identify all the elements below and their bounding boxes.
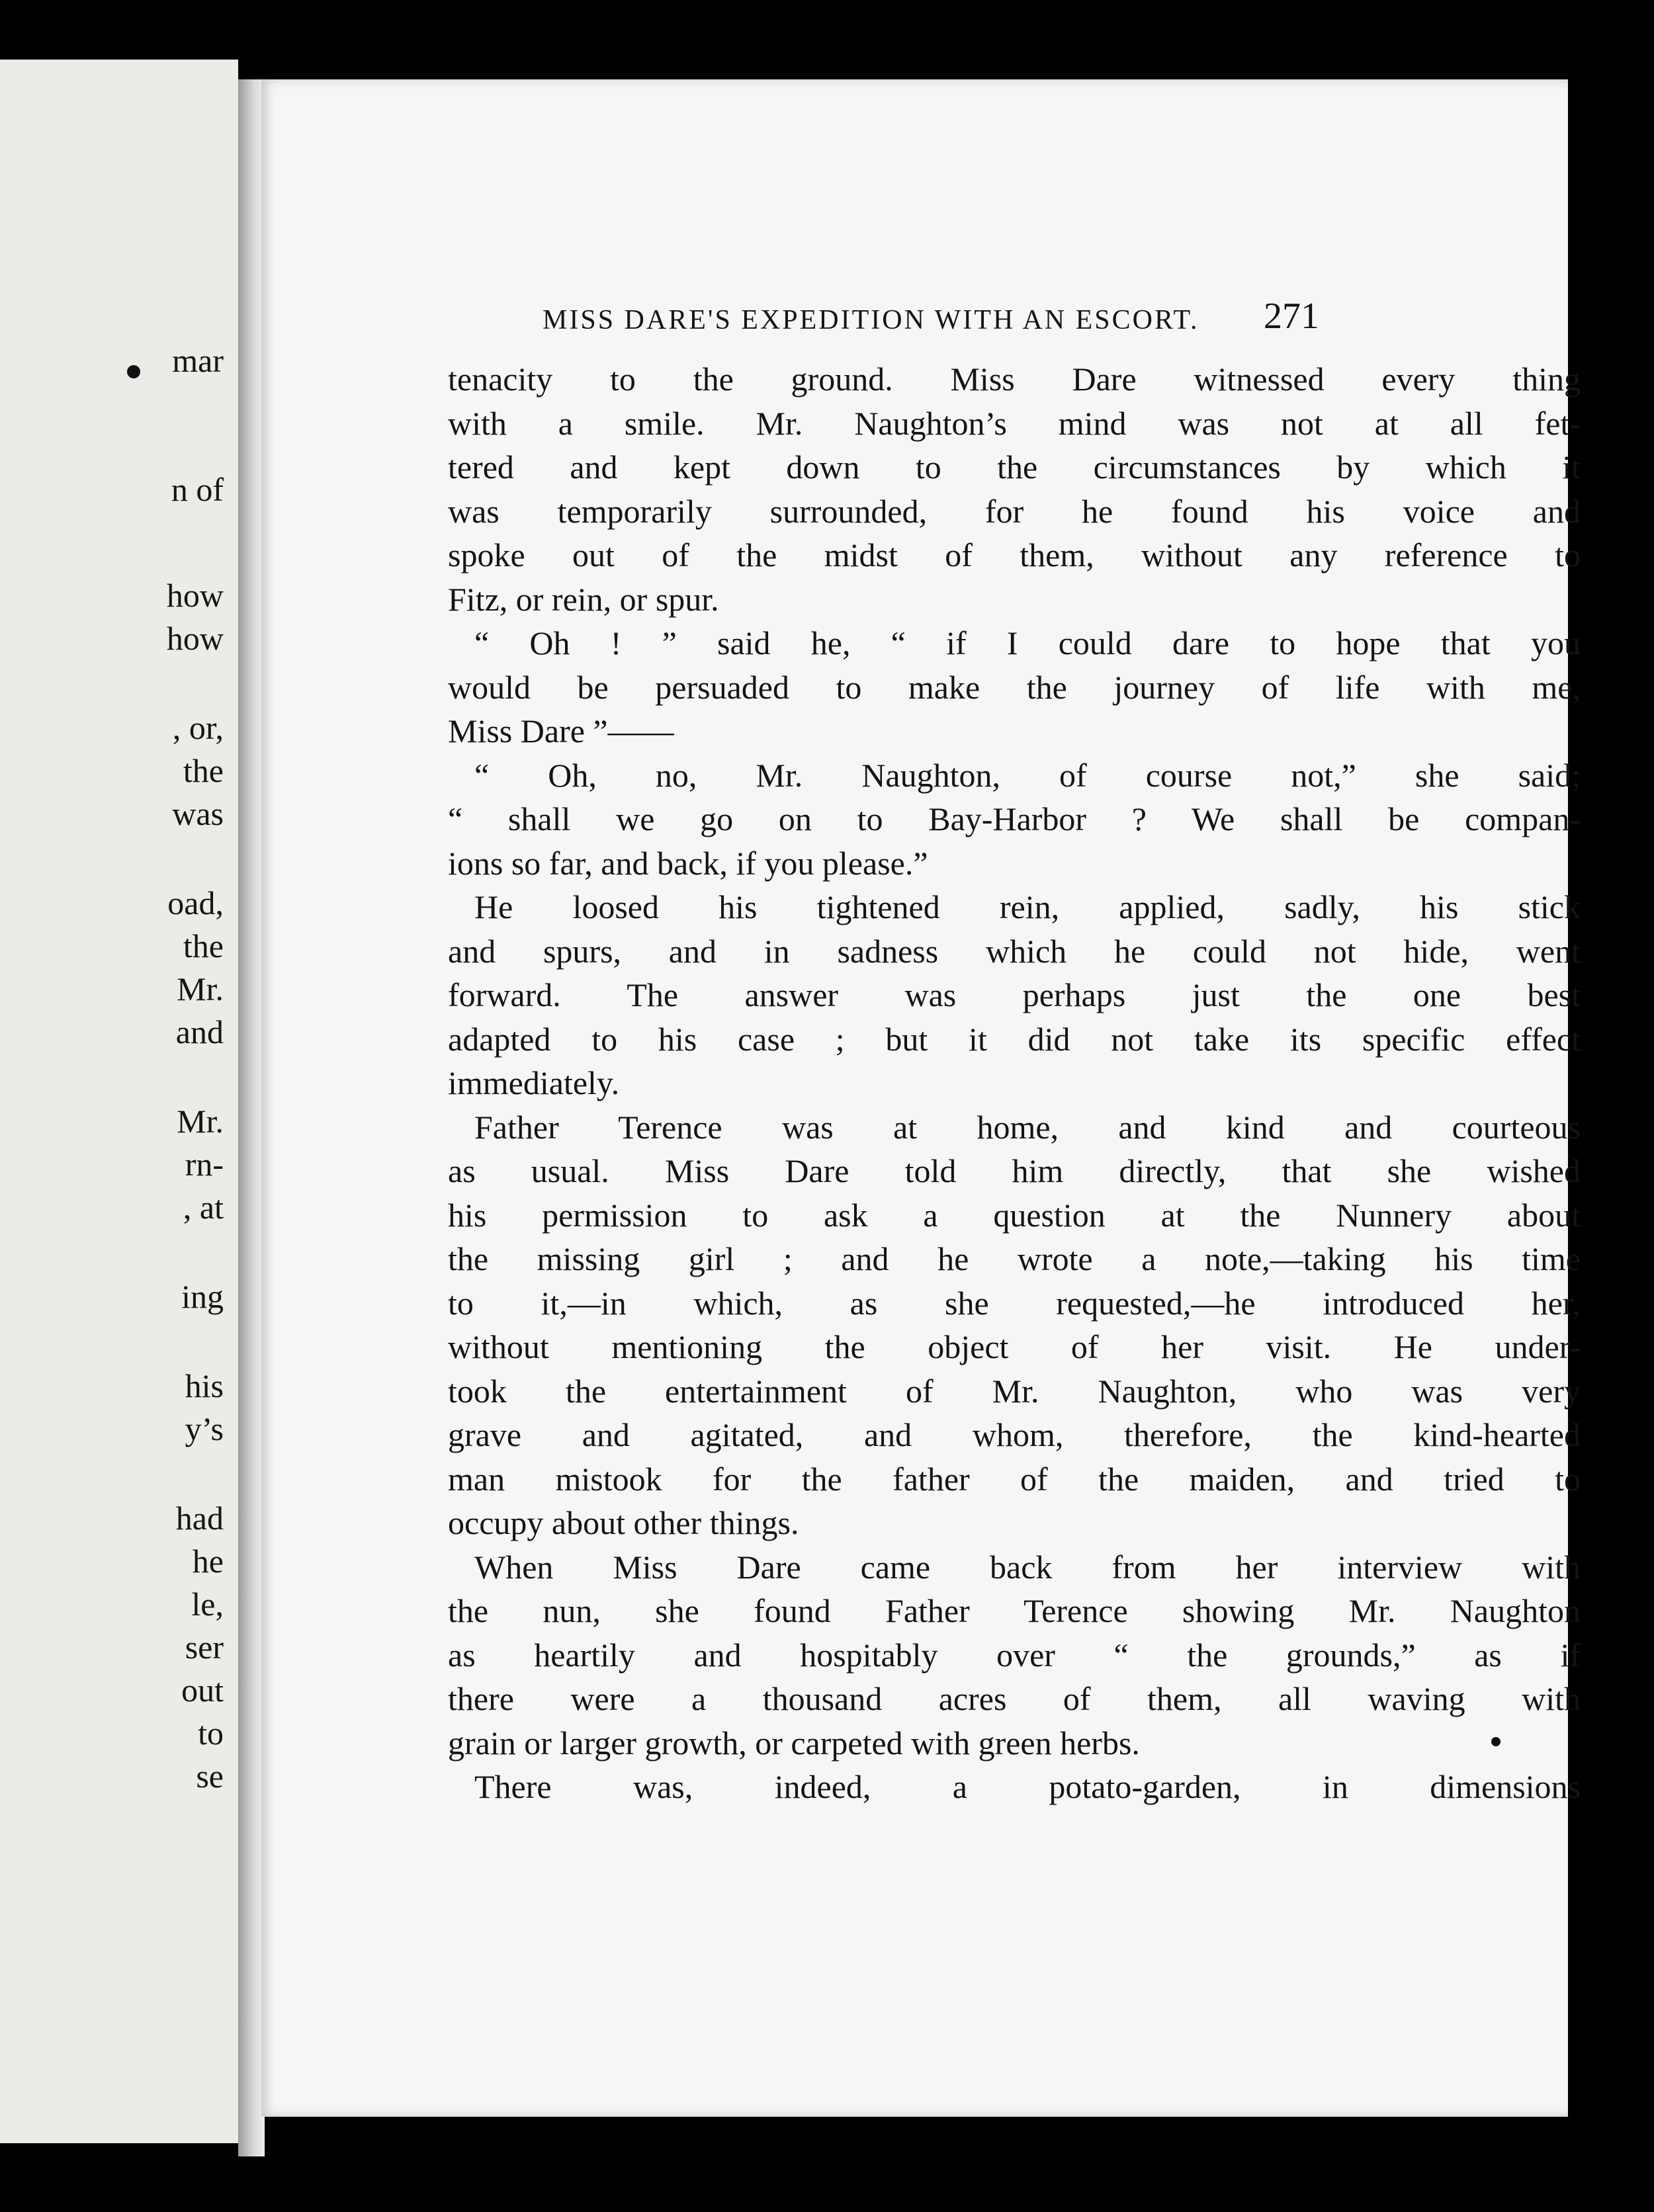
running-head-title: MISS DARE'S EXPEDITION WITH AN ESCORT.	[543, 305, 1199, 335]
text-line: as usual. Miss Dare told him directly, that she wished	[448, 1152, 1581, 1189]
previous-page-line-end: le,	[191, 1586, 224, 1623]
text-line: with a smile. Mr. Naughton’s mind was not at all fet-	[448, 404, 1581, 442]
previous-page	[0, 60, 238, 2143]
previous-page-line-end: and	[175, 1013, 224, 1050]
text-line: “ shall we go on to Bay-Harbor ? We shall be compan-	[448, 800, 1581, 837]
previous-page-line-end: how	[166, 577, 224, 614]
text-line: tenacity to the ground. Miss Dare witnessed every thing	[448, 361, 1581, 398]
scan-speck	[1491, 1737, 1501, 1746]
text-line: ions so far, and back, if you please.”	[448, 844, 928, 882]
book-page	[261, 79, 1581, 2117]
previous-page-line-end: oad,	[167, 884, 224, 921]
previous-page-line-end: to	[198, 1715, 224, 1752]
previous-page-line-end: how	[166, 620, 224, 657]
previous-page-line-end: y’s	[185, 1410, 224, 1447]
text-line: the missing girl ; and he wrote a note,—taking his time	[448, 1240, 1581, 1277]
previous-page-line-end: had	[175, 1500, 224, 1537]
previous-page-line-end: , or,	[172, 709, 224, 746]
previous-page-line-end: rn-	[185, 1146, 224, 1183]
previous-page-line-end: out	[181, 1672, 224, 1709]
text-line: “ Oh ! ” said he, “ if I could dare to hope that you	[474, 624, 1581, 661]
text-line: immediately.	[448, 1064, 620, 1101]
text-line: tered and kept down to the circumstances by which it	[448, 448, 1581, 486]
previous-page-line-end: Mr.	[177, 1103, 224, 1140]
text-line: spoke out of the midst of them, without any reference to	[448, 536, 1581, 574]
text-line: his permission to ask a question at the Nunnery about	[448, 1196, 1581, 1234]
text-line: Fitz, or rein, or spur.	[448, 580, 719, 618]
previous-page-line-end: , at	[183, 1189, 224, 1226]
previous-page-line-end: he	[192, 1543, 224, 1580]
text-line: man mistook for the father of the maiden, and tried to	[448, 1460, 1581, 1498]
text-line: there were a thousand acres of them, all waving with	[448, 1680, 1581, 1717]
text-line: the nun, she found Father Terence showing Mr. Naughton	[448, 1592, 1581, 1629]
previous-page-line-end: ser	[185, 1629, 224, 1666]
text-line: occupy about other things.	[448, 1504, 799, 1541]
previous-page-line-end: the	[183, 927, 224, 964]
text-line: Father Terence was at home, and kind and courteous	[474, 1108, 1581, 1146]
previous-page-line-end: was	[172, 795, 224, 832]
previous-page-line-end: Mr.	[177, 970, 224, 1007]
text-line: took the entertainment of Mr. Naughton, who was very	[448, 1372, 1581, 1410]
body-text	[448, 357, 1581, 1809]
text-line: “ Oh, no, Mr. Naughton, of course not,” she said;	[474, 756, 1581, 794]
previous-page-line-end: his	[185, 1367, 224, 1404]
text-line: forward. The answer was perhaps just the one best	[448, 976, 1581, 1013]
scan-speck	[127, 365, 140, 378]
previous-page-line-end: n of	[171, 471, 224, 508]
text-line: would be persuaded to make the journey of life with me,	[448, 668, 1581, 706]
book-gutter	[238, 79, 265, 2156]
text-line: There was, indeed, a potato-garden, in dimensions	[474, 1768, 1581, 1805]
text-line: grain or larger growth, or carpeted with green herbs.	[448, 1724, 1140, 1762]
text-line: as heartily and hospitably over “ the grounds,” as if	[448, 1636, 1581, 1674]
text-line: adapted to his case ; but it did not take its specific effect	[448, 1020, 1581, 1058]
text-line: When Miss Dare came back from her interview with	[474, 1548, 1581, 1586]
text-line: and spurs, and in sadness which he could not hide, went	[448, 932, 1581, 970]
previous-page-line-end: ing	[181, 1278, 224, 1315]
previous-page-line-end: mar	[172, 342, 224, 379]
text-line: without mentioning the object of her visit. He under-	[448, 1328, 1581, 1365]
text-line: was temporarily surrounded, for he found his voice and	[448, 492, 1581, 530]
text-line: Miss Dare ”——	[448, 712, 674, 749]
previous-page-line-end: the	[183, 752, 224, 789]
text-line: grave and agitated, and whom, therefore, the kind-hearted	[448, 1416, 1581, 1453]
page-number: 271	[1264, 296, 1319, 337]
text-line: He loosed his tightened rein, applied, sadly, his stick	[474, 888, 1581, 925]
previous-page-line-end: se	[196, 1758, 224, 1795]
text-line: to it,—in which, as she requested,—he introduced her,	[448, 1284, 1581, 1322]
